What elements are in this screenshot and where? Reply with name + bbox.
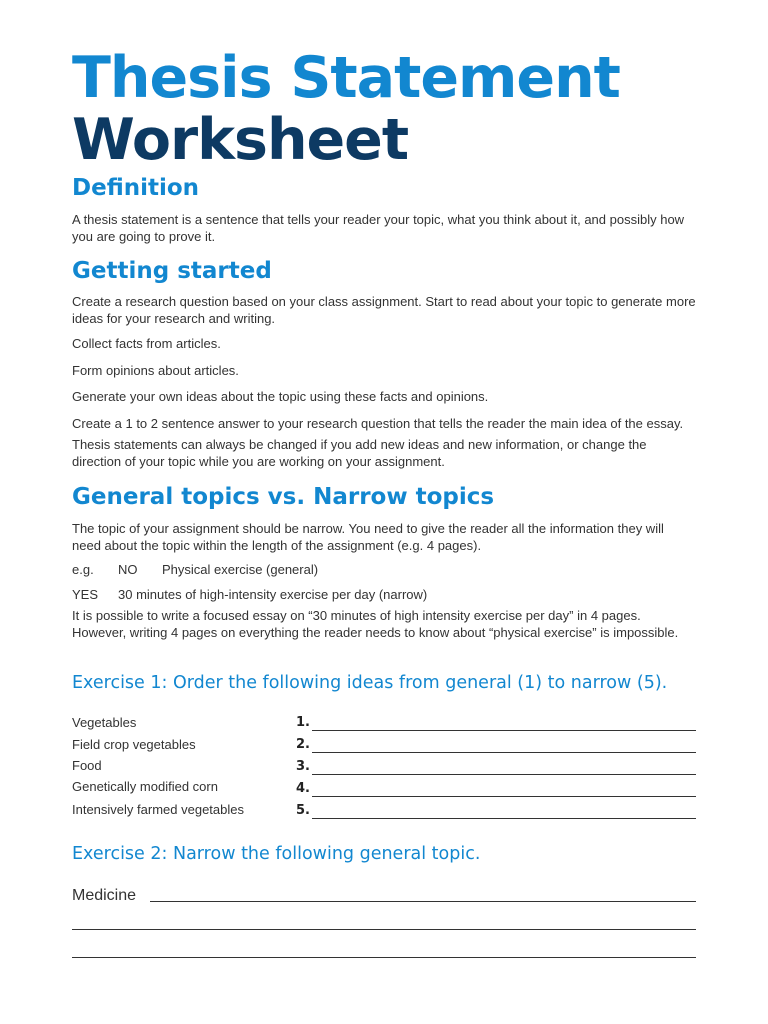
answer-line-1[interactable] bbox=[312, 730, 696, 731]
general-vs-narrow-intro: The topic of your assignment should be narrow. You need to give the reader all the information they will need about the topic within the length of the assignment (e.g. 4 pages). bbox=[72, 521, 664, 553]
title-line-1: Thesis Statement bbox=[72, 45, 620, 111]
general-vs-narrow-heading: General topics vs. Narrow topics bbox=[72, 484, 495, 510]
exercise-1-item: Vegetables bbox=[72, 715, 137, 730]
answer-number: 4. bbox=[296, 781, 310, 796]
getting-started-heading: Getting started bbox=[72, 258, 272, 284]
definition-heading: Definition bbox=[72, 175, 200, 201]
exercise-1-item: Field crop vegetables bbox=[72, 737, 196, 752]
answer-number: 1. bbox=[296, 715, 310, 730]
exercise-1-title: Exercise 1: Order the following ideas from general (1) to narrow (5). bbox=[72, 673, 668, 693]
answer-number: 2. bbox=[296, 737, 310, 752]
exercise-1-item: Intensively farmed vegetables bbox=[72, 802, 244, 817]
title-line-2: Worksheet bbox=[72, 107, 409, 173]
exercise-1-item: Food bbox=[72, 758, 102, 773]
example-no-label: NO bbox=[118, 562, 138, 577]
getting-started-paragraph-6: Thesis statements can always be changed if you add new ideas and new information, or change the direction of your topic while you are working on your assignment. bbox=[72, 437, 647, 469]
answer-line-3[interactable] bbox=[312, 774, 696, 775]
getting-started-paragraph-4: Generate your own ideas about the topic using these facts and opinions. bbox=[72, 389, 489, 404]
example-yes-text: 30 minutes of high-intensity exercise per day (narrow) bbox=[118, 587, 428, 602]
example-yes-label: YES bbox=[72, 587, 99, 602]
answer-number: 3. bbox=[296, 759, 310, 774]
exercise-2-line-3[interactable] bbox=[72, 957, 696, 958]
definition-text: A thesis statement is a sentence that tells your reader your topic, what you think about it, and possibly how you are going to prove it. bbox=[72, 212, 685, 244]
answer-line-2[interactable] bbox=[312, 752, 696, 753]
worksheet-page bbox=[72, 0, 696, 1024]
exercise-2-line-1[interactable] bbox=[150, 901, 696, 902]
getting-started-paragraph-1: Create a research question based on your class assignment. Start to read about your topic to generate more ideas for your research and writing. bbox=[72, 294, 696, 326]
answer-number: 5. bbox=[296, 803, 310, 818]
exercise-2-title: Exercise 2: Narrow the following general topic. bbox=[72, 844, 481, 864]
getting-started-paragraph-2: Collect facts from articles. bbox=[72, 336, 221, 351]
getting-started-paragraph-3: Form opinions about articles. bbox=[72, 363, 239, 378]
answer-line-5[interactable] bbox=[312, 818, 696, 819]
example-prefix: e.g. bbox=[72, 562, 94, 577]
exercise-2-line-2[interactable] bbox=[72, 929, 696, 930]
exercise-2-topic: Medicine bbox=[72, 887, 137, 904]
exercise-1-item: Genetically modified corn bbox=[72, 779, 218, 794]
getting-started-paragraph-5: Create a 1 to 2 sentence answer to your research question that tells the reader the main idea of the essay. bbox=[72, 416, 684, 431]
general-vs-narrow-closing: It is possible to write a focused essay on “30 minutes of high intensity exercise per day” in 4 pages. However, writing 4 pages on everything the reader needs to know about “physical exercise” is impossible. bbox=[72, 608, 679, 640]
example-no-text: Physical exercise (general) bbox=[162, 562, 319, 577]
answer-line-4[interactable] bbox=[312, 796, 696, 797]
